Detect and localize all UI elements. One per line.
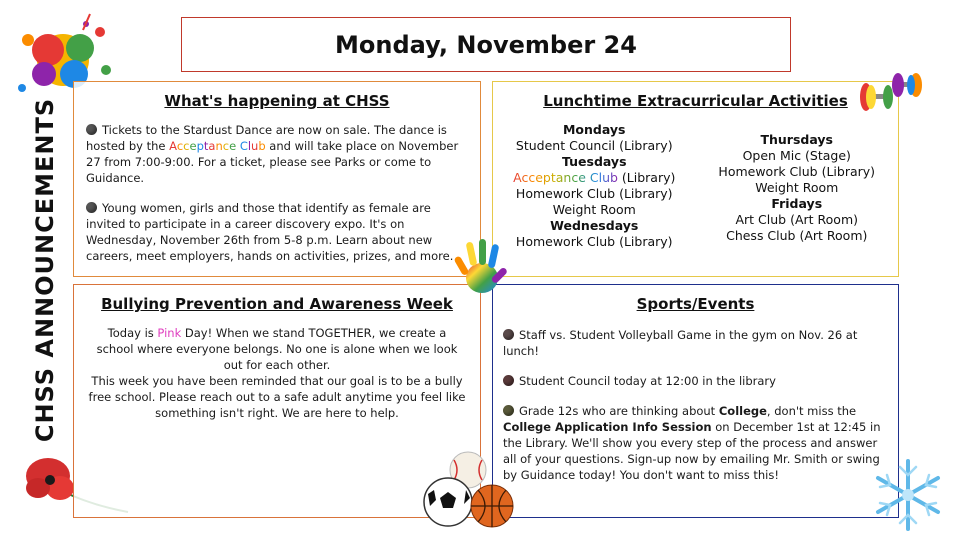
rainbow-letter: n [215,139,223,153]
sports-item-1 [503,327,886,359]
bullet-icon [503,375,514,386]
acceptance-club-label [169,139,266,153]
rainbow-letter: u [251,139,259,153]
day-wednesdays: Wednesdays [550,218,639,233]
happening-item-1 [86,122,466,186]
day-tuesdays: Tuesdays [561,154,627,169]
activity: Open Mic (Stage) [742,148,851,163]
dumbbells-icon [856,70,926,120]
sports-item-3-c: , don't miss the [766,404,857,418]
activity: Chess Club (Art Room) [726,228,868,243]
date-header [181,17,791,72]
rainbow-letter: c [176,139,184,153]
bullying-heading: Bullying Prevention and Awareness Week [101,295,453,313]
snowflake-icon [868,455,948,535]
happening-panel [73,81,481,277]
bullet-icon [503,405,514,416]
activity: Homework Club (Library) [718,164,876,179]
sports-item-3-e: on December 1st at 12:45 in the Library. We'll show you every step of the process and answer all of your questions. Sign-up now by emailing Mr. Smith or swing by Guidance today! You don't want to miss this! [503,420,881,482]
lunch-col-left [493,122,696,250]
rainbow-letter: p [196,139,204,153]
sports-panel [492,284,899,518]
activity: Weight Room [755,180,839,195]
college-word: College [718,404,767,418]
sports-item-2-text: Student Council today at 12:00 in the library [519,374,776,388]
lunch-heading: Lunchtime Extracurricular Activities [543,92,848,110]
activity: Weight Room [552,202,636,217]
activity: Homework Club (Library) [515,234,673,249]
rainbow-letter: l [247,139,252,153]
bullying-pre: Today is [107,326,158,340]
rainbow-letter: a [208,139,216,153]
sports-item-2 [503,373,886,389]
rainbow-letter: c [183,139,190,153]
happening-item-2 [86,200,466,264]
happening-item-1-pre: Tickets to the Stardust Dance are now on sale. The dance is hosted by the [86,123,447,153]
activity-acceptance-club [493,170,696,186]
rainbow-letter: b [258,139,266,153]
sports-balls-icon [420,448,520,530]
activity: Art Club (Art Room) [735,212,858,227]
day-thursdays: Thursdays [760,132,834,147]
sidebar-title-text: CHSS ANNOUNCEMENTS [31,97,60,443]
lunch-col-right [696,122,899,250]
bullet-icon [86,202,97,213]
sports-item-3 [503,403,886,483]
day-fridays: Fridays [771,196,823,211]
sports-heading: Sports/Events [636,295,755,313]
activity-location: (Library) [617,170,676,185]
rainbow-letter: e [189,139,197,153]
rainbow-letter: C [239,139,248,153]
pink-word: Pink [157,326,182,340]
lunch-panel [492,81,899,277]
happening-item-2-text: Young women, girls and those that identify as female are invited to participate in a career discovery expo. It's on Wednesday, November 26th from 5-8 p.m. Learn about new careers, meet employers, hands on activities, prizes, and more. [86,201,454,263]
rainbow-letter: c [222,139,230,153]
date-title: Monday, November 24 [335,30,637,59]
bullet-icon [503,329,514,340]
bullying-post: Day! When we stand TOGETHER, we create a school where everyone belongs. No one is alone when we look out for each other. [96,326,458,372]
sports-item-1-text: Staff vs. Student Volleyball Game in the gym on Nov. 26 at lunch! [503,328,858,358]
sidebar-title [20,97,70,443]
happening-item-1-post: and will take place on November 27 from 7:00-9:00. For a ticket, please see Parks or come to Guidance. [86,139,459,185]
acceptance-club-rainbow: Acceptance Club [513,170,618,185]
activity: Student Council (Library) [515,138,673,153]
info-session-name: College Application Info Session [503,420,712,434]
bullet-icon [86,124,97,135]
activity: Homework Club (Library) [515,186,673,201]
day-mondays: Mondays [562,122,626,137]
sports-item-3-a: Grade 12s who are thinking about [519,404,719,418]
rainbow-letter: A [169,139,177,153]
rainbow-letter: t [203,139,209,153]
bullying-para-2: This week you have been reminded that our goal is to be a bully free school. Please reach out to a safe adult anytime you feel like something isn't right. We are here to help. [88,374,466,420]
bullying-para-1 [88,325,466,373]
acceptance-club-text [169,139,266,153]
happening-heading: What's happening at CHSS [164,92,390,110]
handprint-icon [448,236,512,302]
rainbow-letter: e [229,139,237,153]
